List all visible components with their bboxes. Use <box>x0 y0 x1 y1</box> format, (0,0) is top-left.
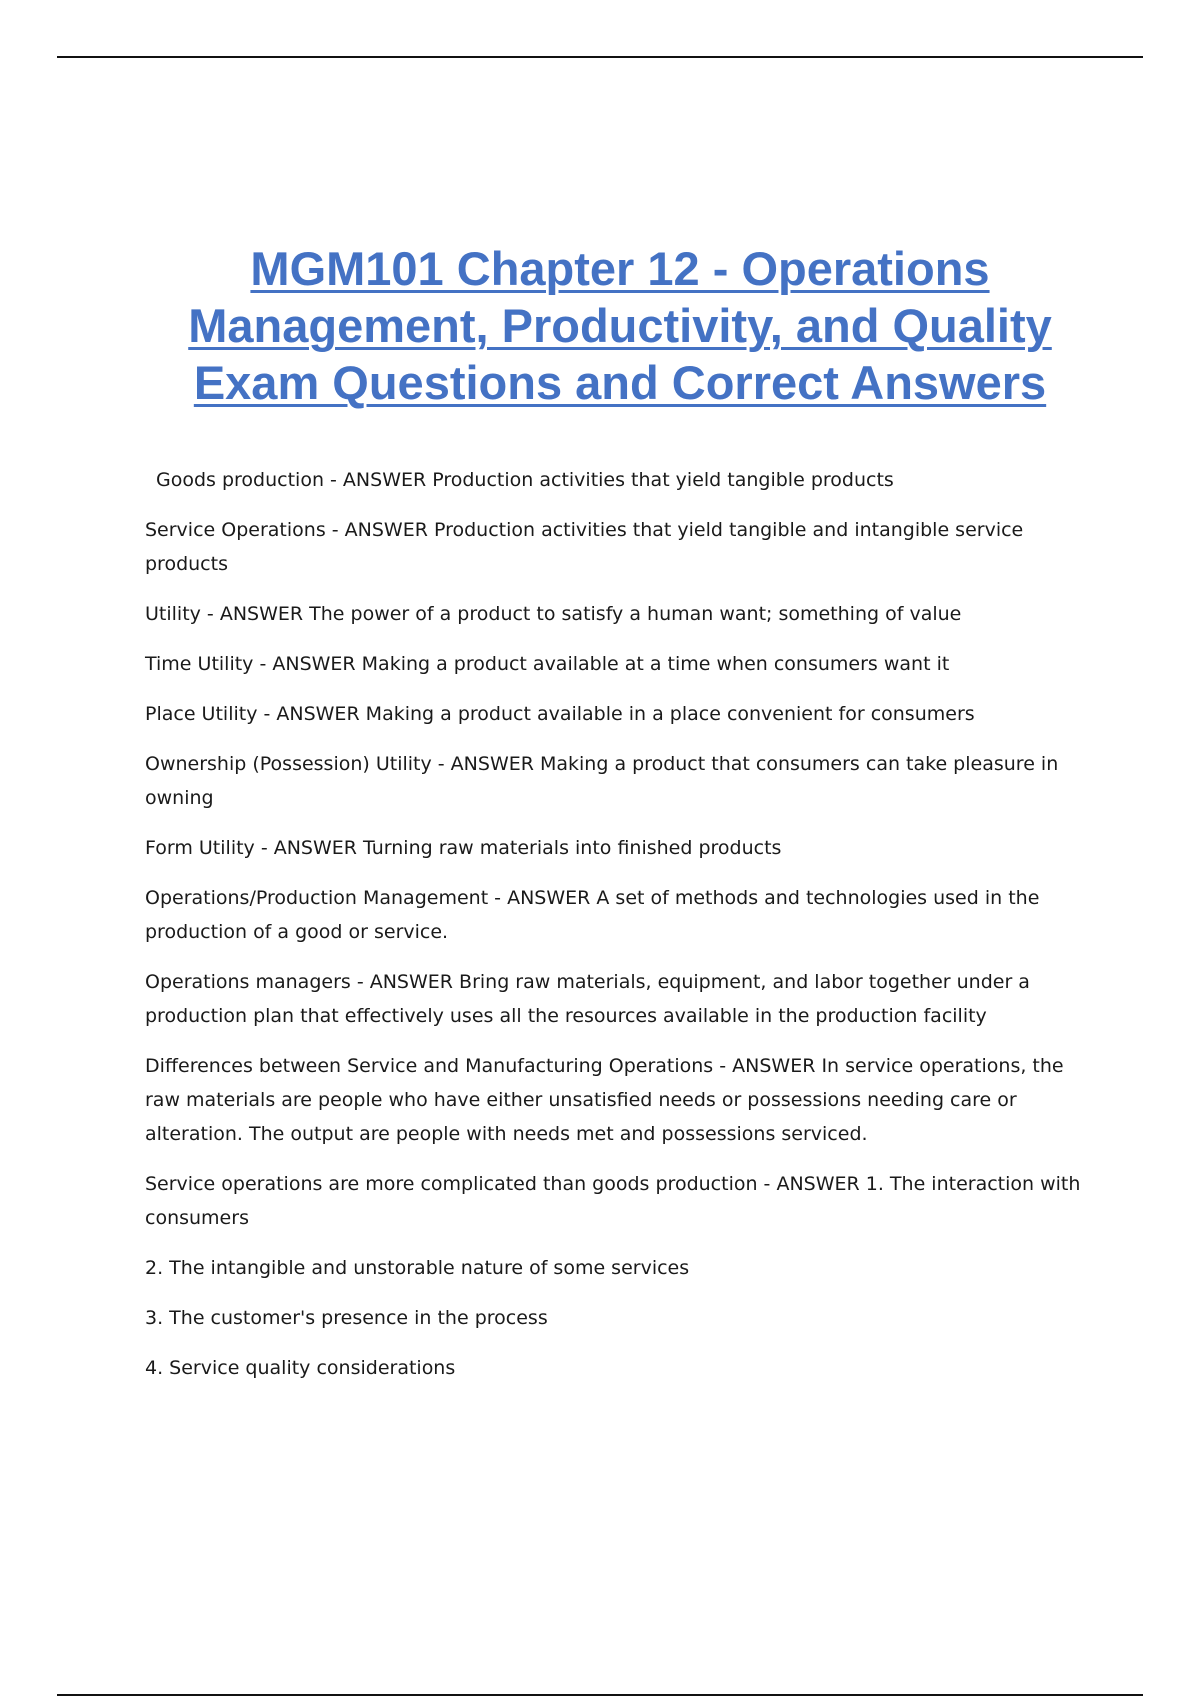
qa-entry-point-3: 3. The customer's presence in the process <box>145 1307 548 1329</box>
bottom-rule <box>57 1694 1143 1696</box>
title-line-1: MGM101 Chapter 12 - Operations <box>250 242 990 295</box>
title-line-3: Exam Questions and Correct Answers <box>193 356 1047 409</box>
qa-entry-place-utility: Place Utility - ANSWER Making a product available in a place convenient for consumers <box>145 703 975 725</box>
qa-entry-goods-production: Goods production - ANSWER Production activities that yield tangible products <box>156 469 894 491</box>
qa-list <box>145 463 1090 1401</box>
qa-entry-service-vs-manufacturing: Differences between Service and Manufacturing Operations - ANSWER In service operations, the raw materials are people who have either unsatisfied needs or possessions needing care or alteration. The output are people with needs met and possessions serviced. <box>145 1055 1064 1145</box>
document-title <box>100 240 1140 411</box>
qa-entry-service-operations: Service Operations - ANSWER Production activities that yield tangible and intangible service products <box>145 519 1024 575</box>
qa-entry-operations-management: Operations/Production Management - ANSWER A set of methods and technologies used in the production of a good or service. <box>145 887 1040 943</box>
qa-entry-point-4: 4. Service quality considerations <box>145 1357 456 1379</box>
qa-entry-operations-managers: Operations managers - ANSWER Bring raw materials, equipment, and labor together under a production plan that effectively uses all the resources available in the production facility <box>145 971 1030 1027</box>
qa-entry-ownership-utility: Ownership (Possession) Utility - ANSWER Making a product that consumers can take pleasure in owning <box>145 753 1059 809</box>
top-rule <box>57 56 1143 58</box>
qa-entry-time-utility: Time Utility - ANSWER Making a product available at a time when consumers want it <box>145 653 950 675</box>
title-line-2: Management, Productivity, and Quality <box>188 299 1052 352</box>
qa-entry-service-complicated: Service operations are more complicated than goods production - ANSWER 1. The interaction with consumers <box>145 1173 1081 1229</box>
qa-entry-point-2: 2. The intangible and unstorable nature of some services <box>145 1257 690 1279</box>
qa-entry-form-utility: Form Utility - ANSWER Turning raw materials into finished products <box>145 837 782 859</box>
qa-entry-utility: Utility - ANSWER The power of a product to satisfy a human want; something of value <box>145 603 962 625</box>
